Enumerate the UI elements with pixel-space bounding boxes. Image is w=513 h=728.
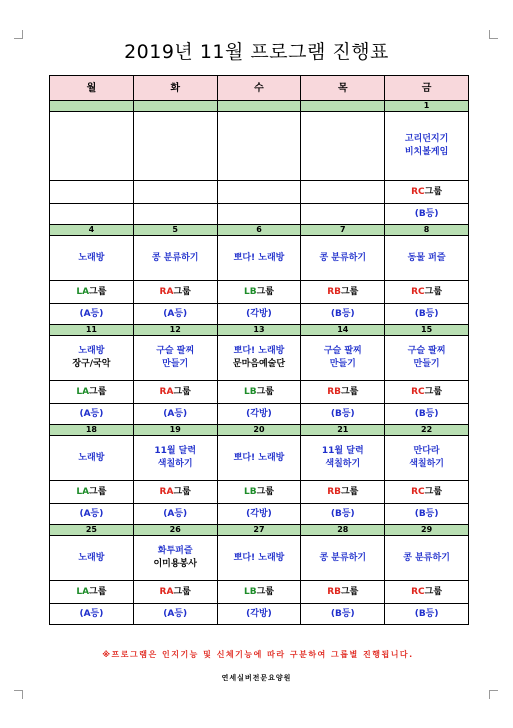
group-code: LB: [243, 386, 257, 397]
date-cell: 28: [301, 525, 385, 536]
group-cell: [301, 181, 385, 204]
group-suffix: 그룹: [340, 386, 359, 397]
ward-cell: (각방): [217, 404, 301, 425]
group-code: RA: [159, 286, 174, 297]
group-cell: [50, 381, 134, 404]
ward-cell: (각방): [217, 504, 301, 525]
ward-cell: (B등): [301, 304, 385, 325]
group-code: LA: [76, 286, 90, 297]
group-row: [50, 281, 469, 304]
activity-line: 구슬 팔찌: [323, 346, 362, 356]
activity-line: 구슬 팔찌: [407, 346, 446, 356]
ward-row: [50, 504, 469, 525]
date-row: [50, 101, 469, 112]
date-cell: 6: [217, 225, 301, 236]
date-cell: 13: [217, 325, 301, 336]
group-cell: [50, 481, 134, 504]
activity-line: 만다라: [413, 446, 440, 456]
ward-cell: [133, 204, 217, 225]
activity-line: 색칠하기: [409, 459, 444, 469]
date-cell: 19: [133, 425, 217, 436]
activity-cell: [133, 536, 217, 581]
date-cell: 15: [385, 325, 469, 336]
group-row: [50, 181, 469, 204]
weekday-header-row: [50, 76, 469, 101]
activity-line: 만들기: [329, 359, 356, 369]
activity-line: 고리던지기: [404, 134, 449, 144]
activity-cell: [301, 436, 385, 481]
activity-line: 문마음예술단: [232, 359, 286, 369]
group-cell: [133, 181, 217, 204]
group-code: LA: [76, 386, 90, 397]
activity-cell: [385, 236, 469, 281]
group-row: [50, 481, 469, 504]
activity-line: 콩 분류하기: [151, 252, 199, 263]
group-suffix: 그룹: [89, 586, 107, 597]
date-cell: [133, 101, 217, 112]
group-cell: [217, 281, 301, 304]
activity-line: 장구/국악: [72, 359, 111, 369]
ward-cell: (B등): [385, 204, 469, 225]
group-cell: [385, 181, 469, 204]
ward-cell: (A등): [50, 404, 134, 425]
activity-cell: [50, 336, 134, 381]
date-row: [50, 325, 469, 336]
group-cell: [133, 481, 217, 504]
group-code: LA: [76, 486, 90, 497]
group-row: [50, 581, 469, 604]
date-cell: 11: [50, 325, 134, 336]
date-cell: [50, 101, 134, 112]
activity-line: 11월 달력: [154, 446, 197, 456]
group-suffix: 그룹: [340, 486, 359, 497]
program-schedule-table: [49, 75, 469, 625]
date-row: [50, 525, 469, 536]
activity-cell: [50, 536, 134, 581]
ward-cell: (A등): [50, 304, 134, 325]
weekday-wed: 수: [217, 76, 301, 101]
weekday-fri: 금: [385, 76, 469, 101]
ward-cell: (B등): [385, 404, 469, 425]
date-row: [50, 225, 469, 236]
group-cell: [301, 581, 385, 604]
activity-cell: [217, 436, 301, 481]
group-cell: [50, 281, 134, 304]
activity-line: 뽀다! 노래방: [233, 252, 285, 263]
group-cell: [50, 581, 134, 604]
activity-line: 콩 분류하기: [319, 552, 367, 563]
group-code: RC: [411, 486, 425, 497]
activity-cell: [385, 336, 469, 381]
group-suffix: 그룹: [89, 486, 107, 497]
activity-line: 콩 분류하기: [319, 252, 367, 263]
group-cell: [385, 481, 469, 504]
group-code: LB: [243, 486, 257, 497]
group-cell: [301, 381, 385, 404]
group-suffix: 그룹: [424, 386, 443, 397]
activity-line: 만들기: [413, 359, 440, 369]
ward-cell: (A등): [133, 504, 217, 525]
date-cell: 21: [301, 425, 385, 436]
activity-cell: [301, 112, 385, 181]
group-cell: [133, 281, 217, 304]
date-cell: 18: [50, 425, 134, 436]
activity-line: 이미용봉사: [153, 559, 197, 569]
group-suffix: 그룹: [424, 586, 443, 597]
ward-cell: [50, 204, 134, 225]
activity-line: 동물 퍼즐: [407, 252, 446, 263]
group-cell: [217, 581, 301, 604]
group-suffix: 그룹: [340, 286, 359, 297]
date-cell: 20: [217, 425, 301, 436]
ward-cell: [217, 204, 301, 225]
activity-row: [50, 112, 469, 181]
date-row: [50, 425, 469, 436]
footnote: ※프로그램은 인지기능 및 신체기능에 따라 구분하여 그룹별 진행됩니다.: [102, 650, 414, 659]
ward-cell: [301, 204, 385, 225]
group-row: [50, 381, 469, 404]
group-cell: [217, 181, 301, 204]
activity-line: 뽀다! 노래방: [233, 552, 285, 563]
group-cell: [50, 181, 134, 204]
activity-cell: [217, 112, 301, 181]
activity-line: 콩 분류하기: [403, 552, 450, 563]
group-suffix: 그룹: [173, 386, 191, 397]
date-cell: 8: [385, 225, 469, 236]
activity-row: [50, 336, 469, 381]
group-cell: [217, 481, 301, 504]
group-suffix: 그룹: [256, 286, 274, 297]
group-suffix: 그룹: [424, 286, 443, 297]
schedule-body: [50, 76, 469, 625]
activity-line: 노래방: [78, 552, 105, 563]
activity-cell: [301, 336, 385, 381]
date-cell: [301, 101, 385, 112]
group-suffix: 그룹: [256, 386, 274, 397]
group-suffix: 그룹: [173, 286, 191, 297]
ward-cell: (A등): [50, 504, 134, 525]
group-cell: [385, 581, 469, 604]
date-cell: 4: [50, 225, 134, 236]
date-cell: 5: [133, 225, 217, 236]
group-code: LB: [243, 586, 257, 597]
ward-cell: (A등): [133, 404, 217, 425]
activity-cell: [301, 536, 385, 581]
group-code: RA: [159, 386, 174, 397]
activity-row: [50, 536, 469, 581]
group-cell: [133, 581, 217, 604]
activity-line: 구슬 팔찌: [156, 346, 195, 356]
group-cell: [385, 381, 469, 404]
activity-line: 색칠하기: [157, 459, 193, 469]
activity-cell: [133, 236, 217, 281]
ward-cell: (B등): [301, 604, 385, 625]
group-suffix: 그룹: [89, 386, 107, 397]
date-cell: 25: [50, 525, 134, 536]
ward-cell: (B등): [385, 604, 469, 625]
group-suffix: 그룹: [256, 586, 274, 597]
date-cell: 27: [217, 525, 301, 536]
ward-cell: (각방): [217, 604, 301, 625]
activity-cell: [217, 536, 301, 581]
facility-name: 연세실버전문요양원: [221, 674, 292, 682]
group-suffix: 그룹: [173, 586, 191, 597]
group-code: RA: [159, 586, 174, 597]
activity-row: [50, 436, 469, 481]
group-suffix: 그룹: [173, 486, 191, 497]
ward-row: [50, 304, 469, 325]
activity-cell: [50, 112, 134, 181]
group-suffix: 그룹: [424, 486, 443, 497]
activity-cell: [133, 112, 217, 181]
ward-row: [50, 604, 469, 625]
group-code: LA: [76, 586, 90, 597]
ward-cell: (B등): [385, 304, 469, 325]
activity-cell: [50, 436, 134, 481]
ward-cell: (A등): [50, 604, 134, 625]
ward-cell: (A등): [133, 304, 217, 325]
date-cell: [217, 101, 301, 112]
group-code: RC: [411, 186, 425, 197]
group-suffix: 그룹: [340, 586, 359, 597]
ward-cell: (B등): [301, 404, 385, 425]
ward-cell: (B등): [385, 504, 469, 525]
weekday-tue: 화: [133, 76, 217, 101]
ward-cell: (B등): [301, 504, 385, 525]
activity-line: 색칠하기: [325, 459, 361, 469]
activity-row: [50, 236, 469, 281]
ward-cell: (A등): [133, 604, 217, 625]
crop-mark-bottom-right: [489, 690, 498, 699]
ward-cell: (각방): [217, 304, 301, 325]
date-cell: 1: [385, 101, 469, 112]
group-suffix: 그룹: [89, 286, 107, 297]
activity-line: 뽀다! 노래방: [233, 452, 285, 463]
date-cell: 12: [133, 325, 217, 336]
activity-cell: [133, 336, 217, 381]
activity-cell: [301, 236, 385, 281]
group-code: RB: [327, 586, 341, 597]
activity-line: 노래방: [78, 346, 105, 356]
activity-cell: [50, 236, 134, 281]
date-cell: 29: [385, 525, 469, 536]
activity-line: 비치볼게임: [404, 147, 449, 157]
date-cell: 7: [301, 225, 385, 236]
date-cell: 26: [133, 525, 217, 536]
activity-cell: [385, 436, 469, 481]
group-code: LB: [243, 286, 257, 297]
weekday-mon: 월: [50, 76, 134, 101]
group-code: RC: [411, 386, 425, 397]
activity-line: 11월 달력: [321, 446, 364, 456]
group-code: RC: [411, 286, 425, 297]
group-cell: [385, 281, 469, 304]
activity-line: 화투퍼즐: [157, 546, 193, 556]
group-code: RB: [327, 286, 341, 297]
activity-cell: [217, 336, 301, 381]
activity-line: 노래방: [78, 252, 105, 263]
activity-cell: [133, 436, 217, 481]
date-cell: 22: [385, 425, 469, 436]
ward-row: [50, 204, 469, 225]
ward-row: [50, 404, 469, 425]
page-title: 2019년 11월 프로그램 진행표: [124, 41, 389, 63]
weekday-thu: 목: [301, 76, 385, 101]
activity-line: 뽀다! 노래방: [233, 346, 285, 356]
group-cell: [217, 381, 301, 404]
group-suffix: 그룹: [256, 486, 274, 497]
group-cell: [301, 481, 385, 504]
group-cell: [133, 381, 217, 404]
crop-mark-bottom-left: [14, 690, 23, 699]
activity-line: 만들기: [162, 359, 189, 369]
group-code: RA: [159, 486, 174, 497]
activity-cell: [385, 536, 469, 581]
group-code: RB: [327, 386, 341, 397]
date-cell: 14: [301, 325, 385, 336]
group-code: RB: [327, 486, 341, 497]
activity-cell: [217, 236, 301, 281]
group-code: RC: [411, 586, 425, 597]
activity-cell: [385, 112, 469, 181]
activity-line: 노래방: [78, 452, 105, 463]
group-cell: [301, 281, 385, 304]
group-suffix: 그룹: [424, 186, 443, 197]
